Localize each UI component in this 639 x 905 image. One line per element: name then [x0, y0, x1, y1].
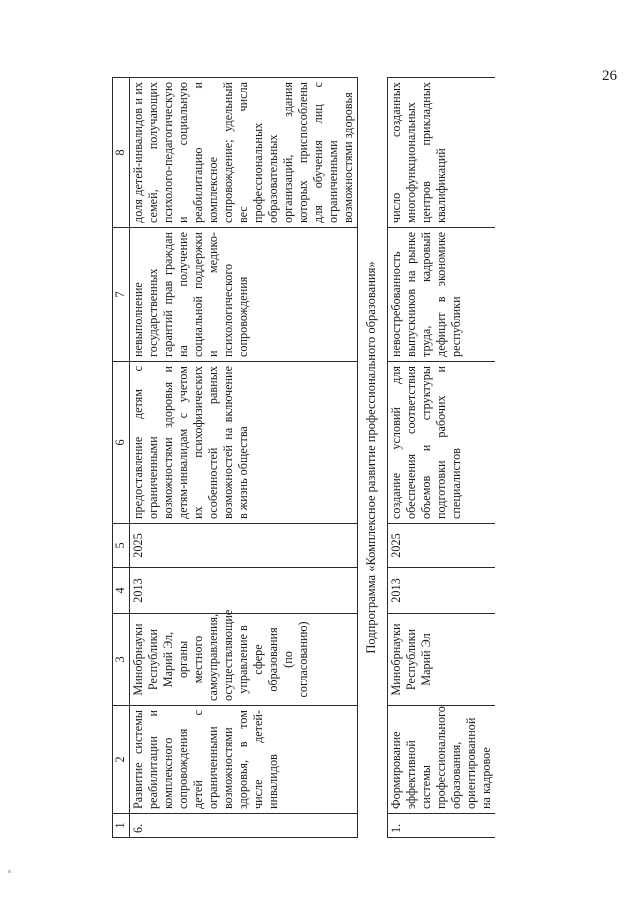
- row1-name: Формирование эффективной системы профессионального образования, ориентированной на кадровое: [388, 706, 496, 814]
- header-col-4: 4: [113, 568, 130, 614]
- header-col-5: 5: [113, 524, 130, 568]
- header-col-6: 6: [113, 362, 130, 524]
- subprogram-row: [358, 78, 388, 838]
- measures-table: [112, 77, 495, 838]
- row6-start-year: 2013: [130, 568, 358, 614]
- row1-start-year: 2013: [388, 568, 496, 614]
- row1-executor: Минобрнауки Республики Марий Эл: [388, 614, 496, 706]
- row1-expected-result: создание условий для обеспечения соответствия объемов и структуры подготовки рабочих и специалистов: [388, 362, 496, 524]
- row6-end-year: 2025: [130, 524, 358, 568]
- row6-number: 6.: [130, 814, 358, 838]
- rotated-table-container: [112, 78, 612, 838]
- subprogram-title: Подпрограмма «Комплексное развитие профессионального образования»: [358, 78, 388, 838]
- margin-mark: [8, 870, 11, 873]
- row6-consequences: невыполнение государственных гарантий прав граждан на получение социальной поддержки и медико-психологического сопровождения: [130, 228, 358, 362]
- row1-consequences: невостребованность выпускников на рынке труда, кадровый дефицит в экономике республики: [388, 228, 496, 362]
- row6-name: Развитие системы реабилитации и комплексного сопровождения детей с ограниченными возможностями здоровья, в том числе детей-инвалидов: [130, 706, 358, 814]
- header-col-7: 7: [113, 228, 130, 362]
- header-col-3: 3: [113, 614, 130, 706]
- row6-indicators: доля детей-инвалидов и их семей, получающих психолого-педагогическую и социальную реабилитацию и комплексное сопровождение; удельный вес числа профессиональных образовательных организаций, здания которых приспособлены для обучения лиц с ограниченными возможностями здоровья: [130, 78, 358, 228]
- header-col-1: 1: [113, 814, 130, 838]
- table-row: [388, 78, 496, 838]
- row1-number: 1.: [388, 814, 496, 838]
- header-col-8: 8: [113, 78, 130, 228]
- row1-indicators: число созданных многофункциональных центров прикладных квалификаций: [388, 78, 496, 228]
- table-row: [130, 78, 358, 838]
- row6-expected-result: предоставление детям с ограниченными возможностями здоровья и детям-инвалидам с учетом их психофизических особенностей равных возможностей на включение в жизнь общества: [130, 362, 358, 524]
- page-number: 26: [602, 68, 617, 84]
- header-row: [113, 78, 130, 838]
- row1-end-year: 2025: [388, 524, 496, 568]
- row6-executor: Минобрнауки Республики Марий Эл, органы местного самоуправления, осуществляющие управление в сфере образования (по согласованию): [130, 614, 358, 706]
- header-col-2: 2: [113, 706, 130, 814]
